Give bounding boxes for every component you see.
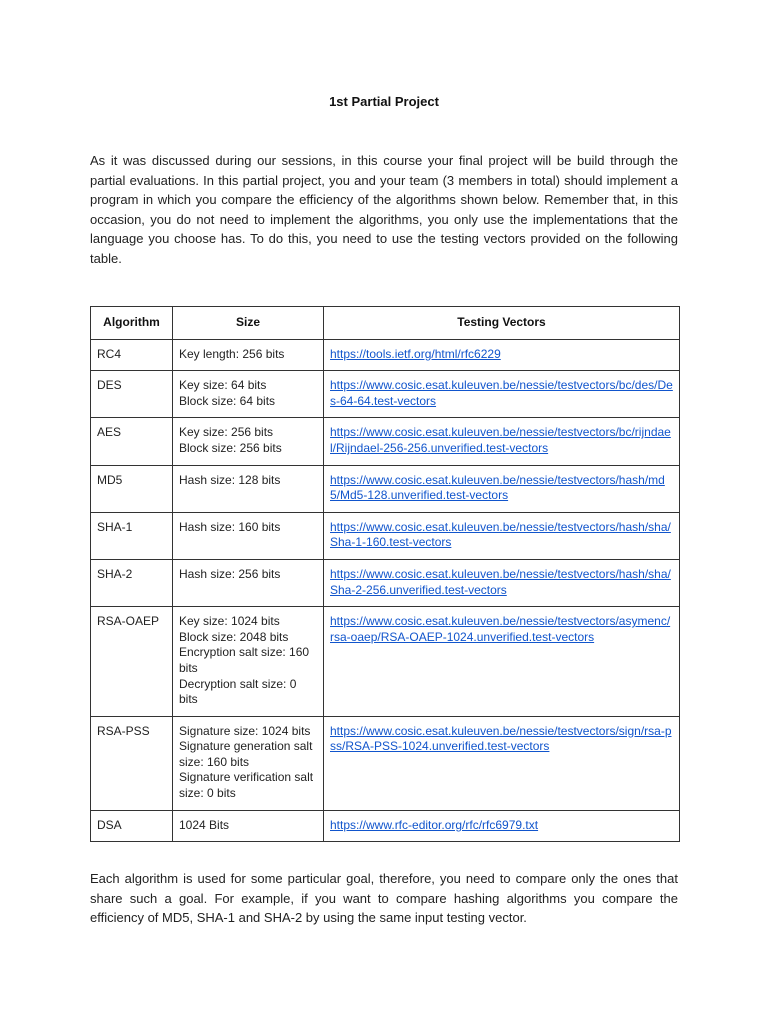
testing-vector-link[interactable]: https://www.cosic.esat.kuleuven.be/nessie/testvectors/hash/sha/Sha-2-256.unverified.test-vectors xyxy=(330,566,671,597)
algorithm-cell: SHA-1 xyxy=(91,512,173,559)
size-line: Key length: 256 bits xyxy=(179,346,285,361)
header-size: Size xyxy=(173,307,324,340)
algorithm-cell: MD5 xyxy=(91,465,173,512)
algorithm-cell: SHA-2 xyxy=(91,559,173,606)
testing-vector-link[interactable]: https://www.rfc-editor.org/rfc/rfc6979.txt xyxy=(330,817,539,832)
testing-vector-link[interactable]: https://www.cosic.esat.kuleuven.be/nessie/testvectors/hash/sha/Sha-1-160.test-vectors xyxy=(330,519,671,550)
header-algorithm: Algorithm xyxy=(91,307,173,340)
size-line: Signature generation salt size: 160 bits xyxy=(179,739,313,769)
algorithm-cell: DES xyxy=(91,371,173,418)
table-row xyxy=(91,810,680,842)
size-line: Key size: 1024 bits xyxy=(179,614,280,629)
outro-paragraph: Each algorithm is used for some particular goal, therefore, you need to compare only the ones that share such a goal. For example, if you want to compare hashing algorithms you compare the efficiency of MD5, SHA-1 and SHA-2 by using the same input testing vector. xyxy=(90,871,678,926)
size-cell xyxy=(173,810,324,842)
testing-vector-link[interactable]: https://www.cosic.esat.kuleuven.be/nessie/testvectors/asymenc/rsa-oaep/RSA-OAEP-1024.unverified.test-vectors xyxy=(330,614,671,644)
size-line: Signature size: 1024 bits xyxy=(179,723,311,738)
testing-vector-link[interactable]: https://tools.ietf.org/html/rfc6229 xyxy=(330,346,501,361)
size-line: Key size: 256 bits xyxy=(179,425,274,440)
testing-vectors-table xyxy=(90,306,680,842)
algorithm-cell: RSA-OAEP xyxy=(91,607,173,717)
testing-vector-cell xyxy=(324,371,680,418)
testing-vector-link[interactable]: https://www.cosic.esat.kuleuven.be/nessie/testvectors/bc/rijndael/Rijndael-256-256.unverified.test-vectors xyxy=(330,425,671,455)
testing-vector-link[interactable]: https://www.cosic.esat.kuleuven.be/nessie/testvectors/bc/des/Des-64-64.test-vectors xyxy=(330,378,673,408)
header-testing-vectors: Testing Vectors xyxy=(324,307,680,340)
algorithm-cell: AES xyxy=(91,418,173,465)
size-cell xyxy=(173,607,324,717)
testing-vector-cell xyxy=(324,465,680,512)
testing-vector-cell xyxy=(324,716,680,810)
size-line: Block size: 2048 bits xyxy=(179,629,289,644)
testing-vector-cell xyxy=(324,810,680,842)
testing-vector-cell xyxy=(324,512,680,559)
size-line: Encryption salt size: 160 bits xyxy=(179,645,310,675)
table-row xyxy=(91,512,680,559)
testing-vector-link[interactable]: https://www.cosic.esat.kuleuven.be/nessie/testvectors/hash/md5/Md5-128.unverified.test-vectors xyxy=(330,472,665,503)
size-line: Block size: 256 bits xyxy=(179,440,282,455)
size-cell xyxy=(173,716,324,810)
document-title: 1st Partial Project xyxy=(329,94,439,109)
size-line: Decryption salt size: 0 bits xyxy=(179,676,297,707)
table-row xyxy=(91,418,680,465)
size-line: Signature verification salt size: 0 bits xyxy=(179,770,314,801)
table-row xyxy=(91,716,680,810)
testing-vector-cell xyxy=(324,607,680,717)
algorithm-cell: RSA-PSS xyxy=(91,716,173,810)
size-cell xyxy=(173,512,324,559)
size-cell xyxy=(173,559,324,606)
size-line: Hash size: 256 bits xyxy=(179,566,281,581)
size-cell xyxy=(173,465,324,512)
testing-vector-cell xyxy=(324,418,680,465)
algorithm-cell: DSA xyxy=(91,810,173,842)
intro-paragraph: As it was discussed during our sessions, in this course your final project will be build through the partial evaluations. In this partial project, you and your team (3 members in total) should implement a program in which you compare the efficiency of the algorithms shown below. Remember that, in this occasion, you do not need to implement the algorithms, you only use the implementations that the language you choose has. To do this, you need to use the testing vectors provided on the following table. xyxy=(90,153,678,266)
testing-vector-cell xyxy=(324,559,680,606)
table-row xyxy=(91,559,680,606)
size-cell xyxy=(173,371,324,418)
table-body xyxy=(91,339,680,842)
size-cell xyxy=(173,339,324,371)
testing-vector-cell xyxy=(324,339,680,371)
size-line: Hash size: 160 bits xyxy=(179,519,281,534)
size-line: Block size: 64 bits xyxy=(179,393,276,408)
size-cell xyxy=(173,418,324,465)
size-line: Key size: 64 bits xyxy=(179,378,267,393)
table-row xyxy=(91,339,680,371)
size-line: Hash size: 128 bits xyxy=(179,472,281,487)
table-row xyxy=(91,465,680,512)
testing-vector-link[interactable]: https://www.cosic.esat.kuleuven.be/nessie/testvectors/sign/rsa-pss/RSA-PSS-1024.unverified.test-vectors xyxy=(330,723,672,754)
table-row xyxy=(91,607,680,717)
algorithm-cell: RC4 xyxy=(91,339,173,371)
table-row xyxy=(91,371,680,418)
table-header-row xyxy=(91,307,680,340)
size-line: 1024 Bits xyxy=(179,817,230,832)
